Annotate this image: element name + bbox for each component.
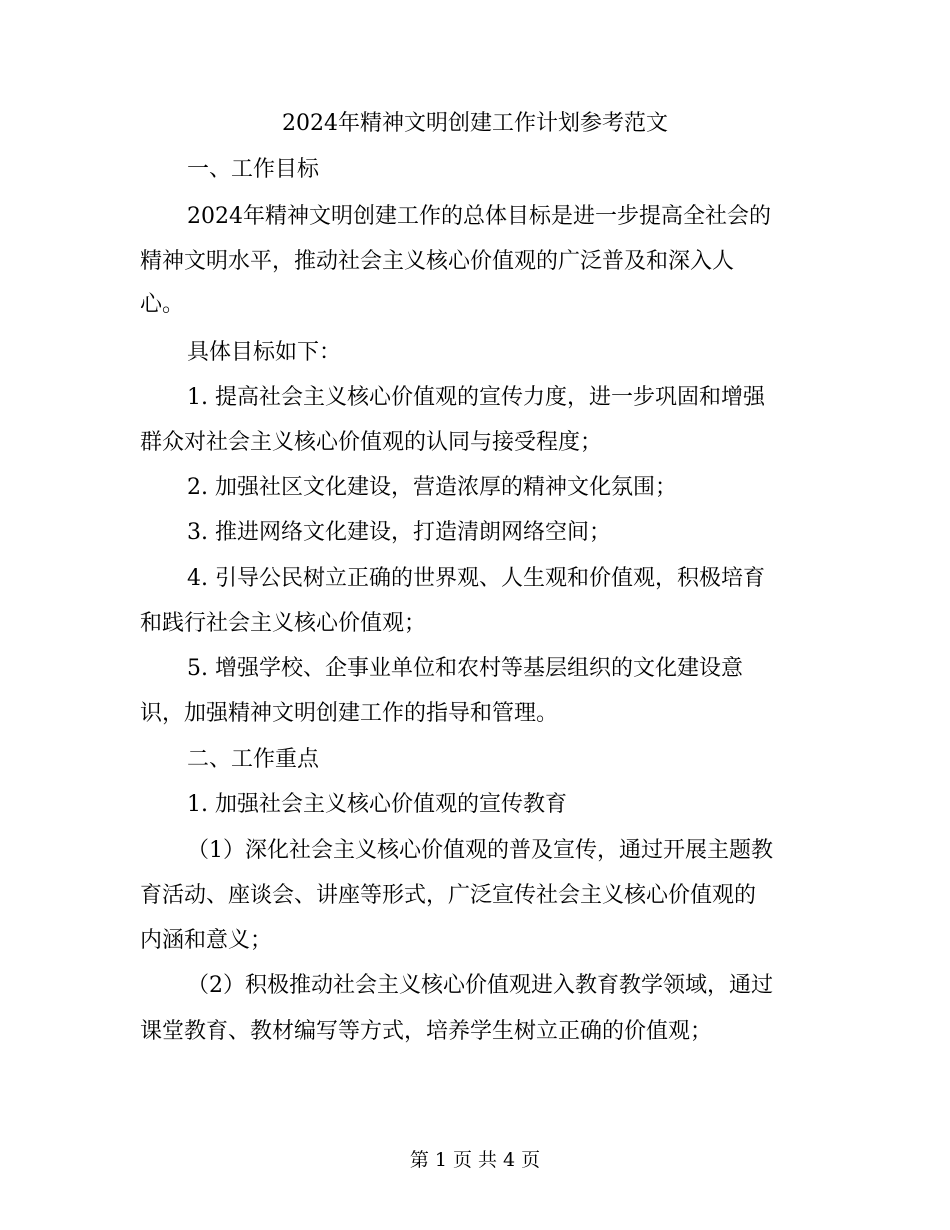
paragraph-line: 课堂教育、教材编写等方式，培养学生树立正确的价值观； [140, 1019, 713, 1044]
paragraph-line: 精神文明水平，推动社会主义核心价值观的广泛普及和深入人 [140, 249, 735, 274]
paragraph-line: 内涵和意义； [140, 928, 273, 953]
paragraph-line: （2）积极推动社会主义核心价值观进入教育教学领域，通过 [187, 973, 773, 998]
list-item-line: 5. 增强学校、企事业单位和农村等基层组织的文化建设意 [187, 656, 743, 681]
paragraph-line: 具体目标如下： [187, 340, 342, 365]
list-item-line: 4. 引导公民树立正确的世界观、人生观和价值观，积极培育 [187, 566, 765, 591]
document-title: 2024年精神文明创建工作计划参考范文 [282, 111, 668, 136]
section-heading-2: 二、工作重点 [187, 747, 320, 772]
list-item-line: 3. 推进网络文化建设，打造清朗网络空间； [187, 520, 611, 545]
list-item-line: 2. 加强社区文化建设，营造浓厚的精神文化氛围； [187, 475, 677, 500]
paragraph-line: 2024年精神文明创建工作的总体目标是进一步提高全社会的 [187, 204, 771, 229]
page-footer: 第 1 页 共 4 页 [409, 1149, 541, 1171]
list-item-line: 1. 提高社会主义核心价值观的宣传力度，进一步巩固和增强 [187, 385, 765, 410]
paragraph-line: （1）深化社会主义核心价值观的普及宣传，通过开展主题教 [187, 838, 773, 863]
subheading-line: 1. 加强社会主义核心价值观的宣传教育 [187, 792, 567, 817]
section-heading-1: 一、工作目标 [187, 157, 320, 182]
list-item-line: 识，加强精神文明创建工作的指导和管理。 [140, 701, 559, 726]
list-item-line: 群众对社会主义核心价值观的认同与接受程度； [140, 430, 603, 455]
list-item-line: 和践行社会主义核心价值观； [140, 611, 427, 636]
paragraph-line: 心。 [140, 292, 185, 317]
paragraph-line: 育活动、座谈会、讲座等形式，广泛宣传社会主义核心价值观的 [140, 883, 757, 908]
